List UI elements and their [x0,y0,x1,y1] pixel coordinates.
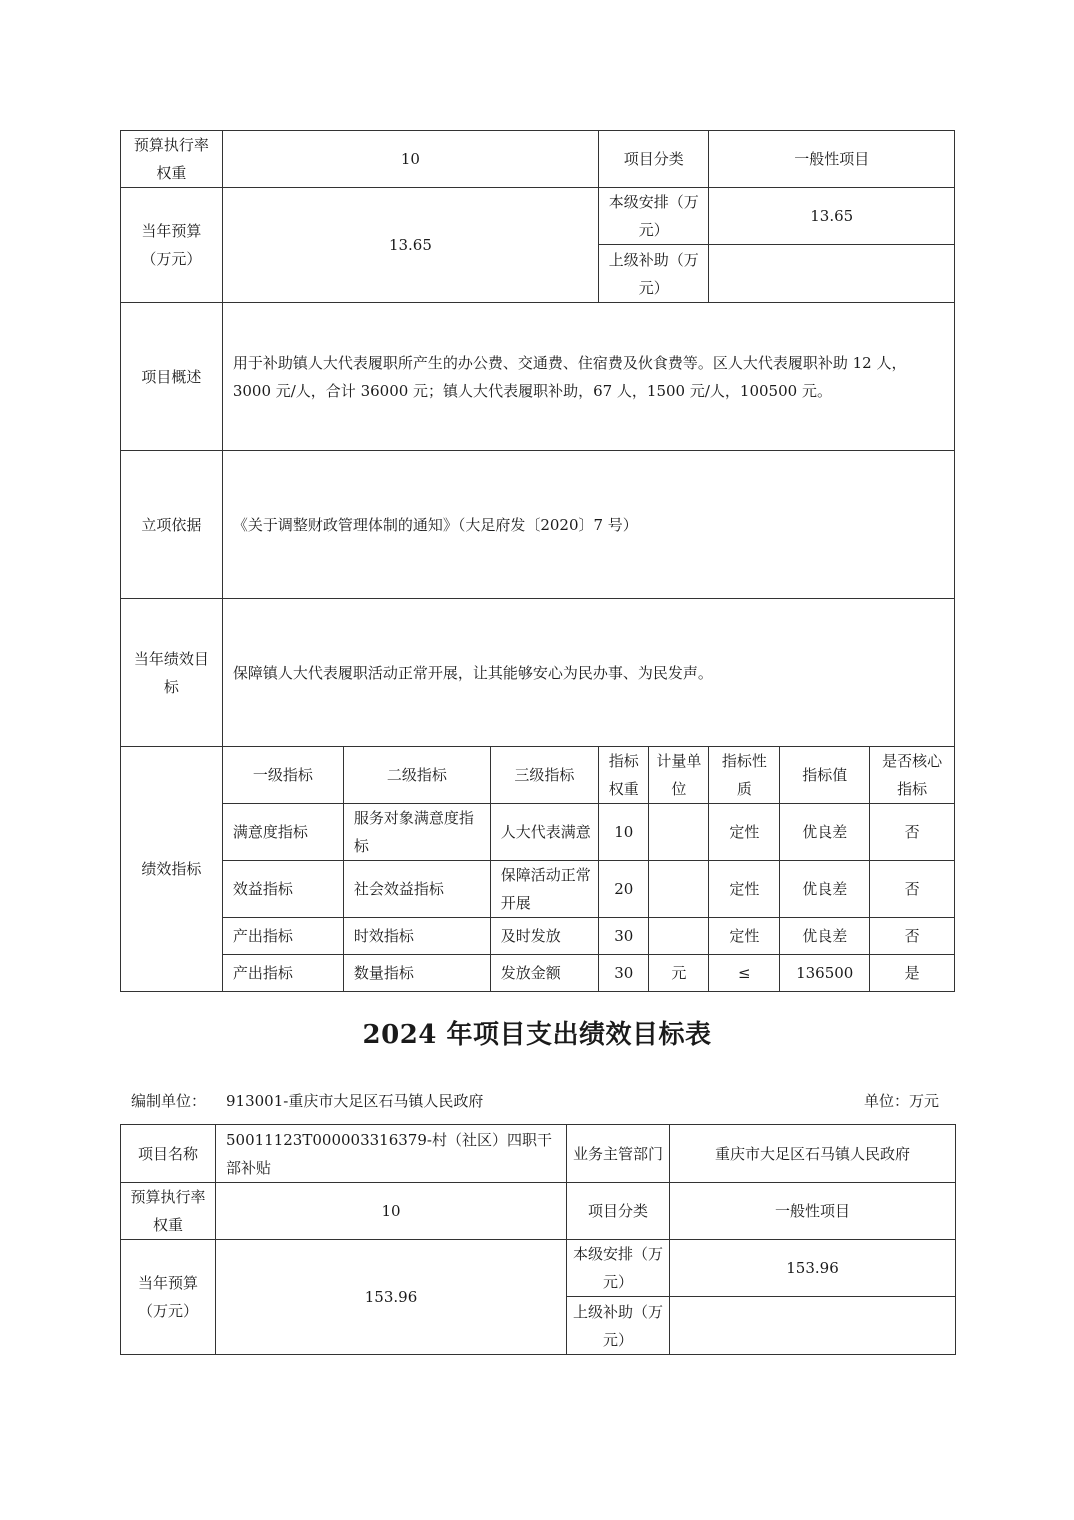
cell-unit [649,861,709,918]
upper-subsidy-value [670,1297,956,1355]
dept-label: 业务主管部门 [567,1125,670,1183]
category-value: 一般性项目 [670,1183,956,1240]
header-level1: 一级指标 [222,747,343,804]
cell-unit [649,918,709,955]
cell-weight: 10 [599,804,649,861]
project-name-label: 项目名称 [121,1125,216,1183]
cell-level3: 发放金额 [490,955,598,992]
budget-value: 153.96 [216,1240,567,1355]
cell-level3: 保障活动正常开展 [490,861,598,918]
dept-value: 重庆市大足区石马镇人民政府 [670,1125,956,1183]
category-label: 项目分类 [567,1183,670,1240]
header-level2: 二级指标 [343,747,490,804]
cell-level2: 社会效益指标 [343,861,490,918]
upper-subsidy-value [709,245,955,303]
basis-text: 《关于调整财政管理体制的通知》（大足府发〔2020〕7 号） [222,451,954,599]
upper-subsidy-label: 上级补助（万元） [599,245,709,303]
header-core: 是否核心指标 [870,747,955,804]
upper-subsidy-label: 上级补助（万元） [567,1297,670,1355]
performance-table-1 [120,130,955,992]
local-arrangement-value: 13.65 [709,188,955,245]
table-row [121,861,955,918]
local-arrangement-value: 153.96 [670,1240,956,1297]
cell-level1: 效益指标 [222,861,343,918]
cell-value: 优良差 [780,918,870,955]
cell-value: 优良差 [780,804,870,861]
header-level3: 三级指标 [490,747,598,804]
header-nature: 指标性质 [709,747,780,804]
budget-value: 13.65 [222,188,598,303]
cell-level1: 产出指标 [222,955,343,992]
section-title: 2024 年项目支出绩效目标表 [362,1020,712,1050]
cell-core: 否 [870,804,955,861]
table-row [121,804,955,861]
basis-label: 立项依据 [121,451,223,599]
cell-unit: 元 [649,955,709,992]
cell-nature: ≤ [709,955,780,992]
cell-level1: 满意度指标 [222,804,343,861]
cell-level3: 人大代表满意 [490,804,598,861]
org-label: 编制单位： [131,1092,207,1110]
goal-label: 当年绩效目标 [121,599,223,747]
org-value: 913001-重庆市大足区石马镇人民政府 [226,1092,484,1110]
cell-level3: 及时发放 [490,918,598,955]
table-row [121,918,955,955]
overview-label: 项目概述 [121,303,223,451]
header-weight: 指标权重 [599,747,649,804]
overview-text: 用于补助镇人大代表履职所产生的办公费、交通费、住宿费及伙食费等。区人大代表履职补助 12 人，3000 元/人，合计 36000 元；镇人大代表履职补助，67 人，1500 元/人，100500 元。 [222,303,954,451]
indicator-label: 绩效指标 [121,747,223,992]
cell-level2: 时效指标 [343,918,490,955]
category-label: 项目分类 [599,131,709,188]
header-unit: 计量单位 [649,747,709,804]
exec-rate-value: 10 [222,131,598,188]
exec-rate-label: 预算执行率权重 [121,1183,216,1240]
budget-label: 当年预算（万元） [121,188,223,303]
cell-value: 136500 [780,955,870,992]
cell-core: 否 [870,918,955,955]
header-value: 指标值 [780,747,870,804]
category-value: 一般性项目 [709,131,955,188]
exec-rate-label: 预算执行率权重 [121,131,223,188]
cell-unit [649,804,709,861]
cell-value: 优良差 [780,861,870,918]
cell-nature: 定性 [709,804,780,861]
unit-text: 单位：万元 [864,1092,940,1110]
cell-weight: 30 [599,955,649,992]
table-row [121,955,955,992]
goal-text: 保障镇人大代表履职活动正常开展，让其能够安心为民办事、为民发声。 [222,599,954,747]
exec-rate-value: 10 [216,1183,567,1240]
cell-core: 否 [870,861,955,918]
cell-nature: 定性 [709,861,780,918]
cell-weight: 30 [599,918,649,955]
cell-level2: 服务对象满意度指标 [343,804,490,861]
cell-weight: 20 [599,861,649,918]
local-arrangement-label: 本级安排（万元） [567,1240,670,1297]
cell-nature: 定性 [709,918,780,955]
cell-level1: 产出指标 [222,918,343,955]
project-name-value: 50011123T000003316379-村（社区）四职干部补贴 [216,1125,567,1183]
cell-core: 是 [870,955,955,992]
local-arrangement-label: 本级安排（万元） [599,188,709,245]
performance-table-2 [120,1124,956,1355]
budget-label: 当年预算（万元） [121,1240,216,1355]
cell-level2: 数量指标 [343,955,490,992]
